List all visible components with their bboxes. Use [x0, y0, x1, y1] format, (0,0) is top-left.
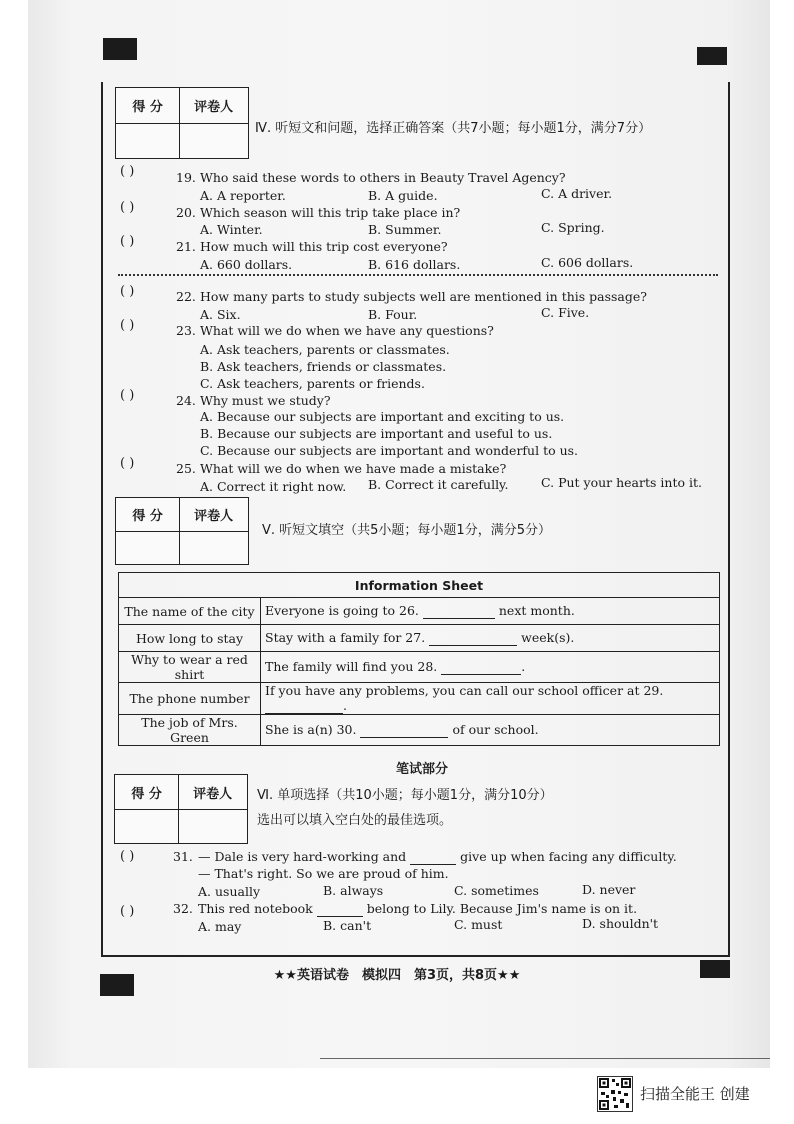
question-number: 22. — [176, 289, 196, 304]
row-text: She is a(n) 30. — [265, 722, 357, 737]
question-stem: What will we do when we have any questions? — [200, 323, 494, 338]
option-b: B. 616 dollars. — [368, 257, 461, 272]
question-number: 32. — [173, 901, 193, 916]
question-stem — [198, 901, 637, 917]
row-content — [261, 715, 720, 746]
option-c: C. Put your hearts into it. — [541, 475, 702, 490]
option-b: B. A guide. — [368, 188, 438, 203]
table-row — [119, 652, 720, 683]
section-6-title: Ⅵ. 单项选择（共10小题；每小题1分，满分10分） — [257, 788, 553, 803]
registration-mark-top-left — [103, 38, 137, 60]
option-a: A. Because our subjects are important and exciting to us. — [200, 409, 565, 424]
answer-blank — [317, 901, 363, 917]
option-b: B. can't — [323, 918, 372, 933]
option-a: A. 660 dollars. — [200, 257, 293, 272]
answer-blank-27[interactable] — [429, 630, 517, 646]
option-c: C. Spring. — [541, 220, 605, 235]
option-a: A. Ask teachers, parents or classmates. — [200, 342, 450, 357]
grader-label: 评卷人 — [194, 509, 234, 524]
option-a: A. Winter. — [200, 222, 263, 237]
question-line-2: — That's right. So we are proud of him. — [198, 866, 449, 881]
row-text: If you have any problems, you can call our school officer at 29. — [265, 683, 664, 698]
option-b: B. always — [323, 883, 384, 898]
row-text-after: week(s). — [521, 630, 575, 645]
question-number: 19. — [176, 170, 196, 185]
row-text-after: of our school. — [452, 722, 539, 737]
answer-paren[interactable]: ( ) — [120, 456, 135, 471]
question-number: 20. — [176, 205, 196, 220]
score-label: 得 分 — [132, 509, 163, 524]
option-c: C. must — [454, 917, 503, 932]
row-text-after: . — [343, 698, 347, 713]
question-stem: How much will this trip cost everyone? — [200, 239, 448, 254]
dotted-divider — [118, 274, 718, 276]
option-a: A. may — [198, 919, 242, 934]
option-b: B. Because our subjects are important and useful to us. — [200, 426, 553, 441]
answer-paren[interactable]: ( ) — [120, 164, 135, 179]
question-stem: How many parts to study subjects well are mentioned in this passage? — [200, 289, 647, 304]
option-b: B. Ask teachers, friends or classmates. — [200, 359, 447, 374]
question-number: 21. — [176, 239, 196, 254]
row-label: Why to wear a red shirt — [119, 652, 261, 683]
answer-blank-26[interactable] — [423, 603, 495, 619]
row-content — [261, 652, 720, 683]
row-label: How long to stay — [119, 625, 261, 652]
registration-mark-top-right — [697, 47, 727, 65]
answer-paren[interactable]: ( ) — [120, 904, 135, 919]
option-b: B. Correct it carefully. — [368, 477, 509, 492]
answer-paren[interactable]: ( ) — [120, 200, 135, 215]
answer-blank-30[interactable] — [360, 722, 448, 738]
score-label: 得 分 — [132, 100, 163, 115]
info-sheet-title: Information Sheet — [119, 573, 720, 598]
option-c: C. Because our subjects are important and wonderful to us. — [200, 443, 579, 458]
question-number: 23. — [176, 323, 196, 338]
written-part-heading: 笔试部分 — [396, 762, 449, 777]
answer-paren[interactable]: ( ) — [120, 284, 135, 299]
table-row — [119, 683, 720, 715]
option-a: A. A reporter. — [200, 188, 286, 203]
row-label: The job of Mrs. Green — [119, 715, 261, 746]
information-sheet-table — [118, 572, 720, 746]
question-stem: Which season will this trip take place in? — [200, 205, 461, 220]
answer-paren[interactable]: ( ) — [120, 388, 135, 403]
row-content — [261, 683, 720, 715]
option-c: C. Ask teachers, parents or friends. — [200, 376, 425, 391]
row-text-after: . — [521, 659, 526, 674]
answer-blank — [410, 849, 456, 865]
option-a: A. Correct it right now. — [200, 479, 347, 494]
question-number: 31. — [173, 849, 193, 864]
score-box-5 — [115, 497, 249, 565]
row-content — [261, 625, 720, 652]
row-content — [261, 598, 720, 625]
answer-blank-28[interactable] — [441, 659, 521, 675]
row-text: The family will find you 28. — [265, 659, 438, 674]
option-c: C. A driver. — [541, 186, 613, 201]
stem-before-blank: — Dale is very hard-working and — [198, 849, 407, 864]
question-stem: Who said these words to others in Beauty Travel Agency? — [200, 170, 566, 185]
table-row — [119, 715, 720, 746]
qr-code-icon — [597, 1076, 633, 1112]
answer-paren[interactable]: ( ) — [120, 234, 135, 249]
row-text: Stay with a family for 27. — [265, 630, 426, 645]
option-b: B. Summer. — [368, 222, 442, 237]
option-d: D. shouldn't — [582, 916, 659, 931]
option-c: C. sometimes — [454, 883, 539, 898]
question-number: 25. — [176, 461, 196, 476]
stem-after-blank: belong to Lily. Because Jim's name is on it. — [366, 901, 638, 916]
question-stem — [198, 849, 677, 865]
option-a: A. usually — [198, 884, 260, 899]
stem-after-blank: give up when facing any difficulty. — [460, 849, 677, 864]
page-footer: ★★英语试卷 模拟四 第3页，共8页★★ — [273, 968, 521, 983]
answer-blank-29[interactable] — [265, 698, 343, 714]
answer-paren[interactable]: ( ) — [120, 849, 135, 864]
row-text: Everyone is going to 26. — [265, 603, 419, 618]
score-box-6 — [114, 774, 248, 844]
row-label: The name of the city — [119, 598, 261, 625]
question-number: 24. — [176, 393, 196, 408]
table-row — [119, 625, 720, 652]
grader-label: 评卷人 — [193, 786, 233, 802]
scan-edge-line — [320, 1058, 770, 1059]
section-5-title: Ⅴ. 听短文填空（共5小题；每小题1分，满分5分） — [262, 523, 551, 538]
option-c: C. 606 dollars. — [541, 255, 634, 270]
option-d: D. never — [582, 882, 636, 897]
row-label: The phone number — [119, 683, 261, 715]
question-stem: What will we do when we have made a mistake? — [200, 461, 507, 476]
option-b: B. Four. — [368, 307, 418, 322]
table-row — [119, 598, 720, 625]
section-6-subtitle: 选出可以填入空白处的最佳选项。 — [257, 813, 453, 828]
stem-before-blank: This red notebook — [198, 901, 313, 916]
score-label: 得 分 — [131, 786, 162, 802]
option-c: C. Five. — [541, 305, 590, 320]
option-a: A. Six. — [200, 307, 241, 322]
row-text-after: next month. — [498, 603, 575, 618]
section-4-title: Ⅳ. 听短文和问题，选择正确答案（共7小题；每小题1分，满分7分） — [255, 121, 652, 136]
grader-label: 评卷人 — [194, 100, 234, 115]
score-box-4 — [115, 87, 249, 159]
answer-paren[interactable]: ( ) — [120, 318, 135, 333]
question-stem: Why must we study? — [200, 393, 331, 408]
scanner-watermark: 扫描全能王 创建 — [640, 1085, 750, 1103]
